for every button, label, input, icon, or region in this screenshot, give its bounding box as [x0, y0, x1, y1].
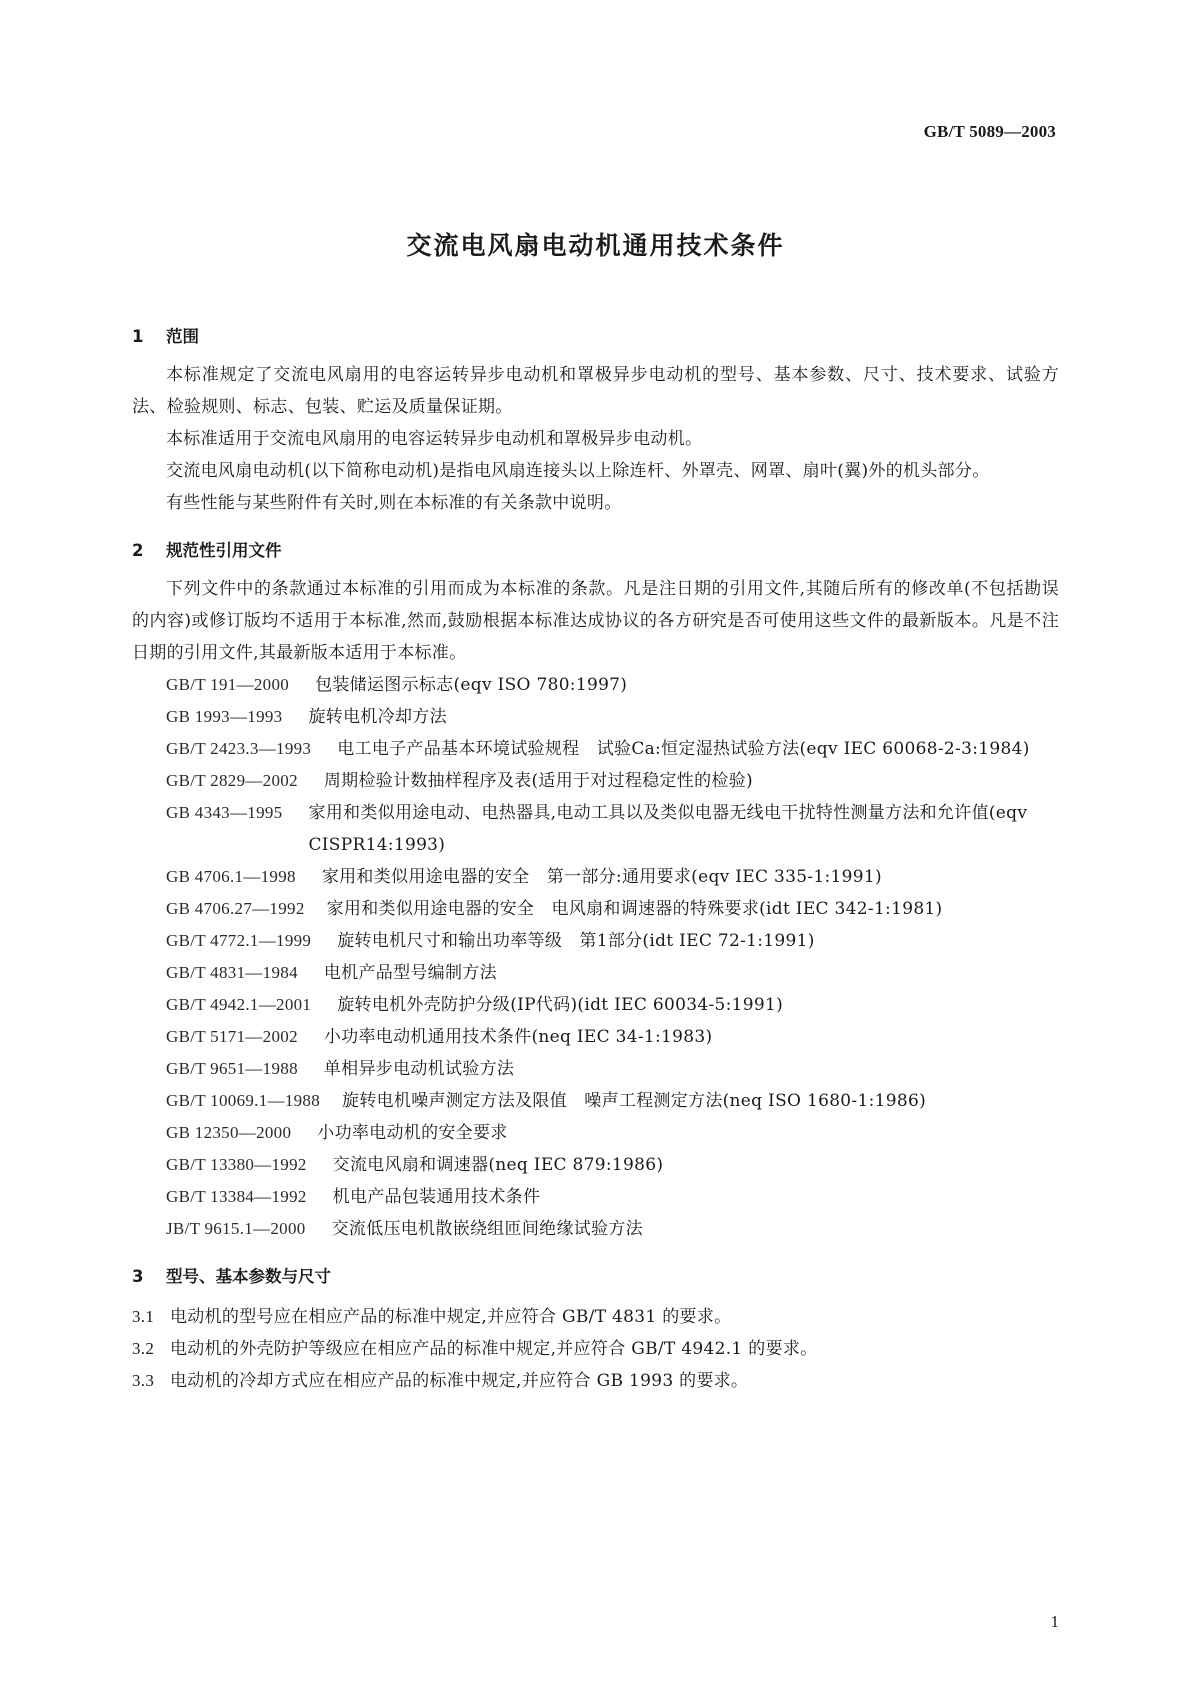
scope-paragraph: 交流电风扇电动机(以下简称电动机)是指电风扇连接头以上除连杆、外罩壳、网罩、扇叶(翼)外的机头部分。 — [166, 461, 990, 481]
section-1-heading — [132, 325, 1059, 349]
reference-code: GB/T 4942.1—2001 — [166, 995, 312, 1014]
reference-title: 包装储运图示标志(eqv ISO 780:1997) — [315, 675, 628, 695]
section-number: 1 — [132, 327, 144, 346]
reference-code: JB/T 9615.1—2000 — [166, 1219, 306, 1238]
reference-item — [132, 989, 1059, 1021]
clause-text: 电动机的冷却方式应在相应产品的标准中规定,并应符合 GB 1993 的要求。 — [170, 1371, 749, 1391]
reference-title: 单相异步电动机试验方法 — [323, 1059, 515, 1079]
scope-paragraph: 有些性能与某些附件有关时,则在本标准的有关条款中说明。 — [166, 493, 622, 513]
reference-code: GB/T 4772.1—1999 — [166, 931, 312, 950]
reference-title: 小功率电动机通用技术条件(neq IEC 34-1:1983) — [323, 1027, 713, 1047]
reference-code: GB 1993—1993 — [166, 707, 283, 726]
document-title: 交流电风扇电动机通用技术条件 — [406, 231, 785, 260]
scope-paragraph: 本标准规定了交流电风扇用的电容运转异步电动机和罩极异步电动机的型号、基本参数、尺寸、技术要求、试验方法、检验规则、标志、包装、贮运及质量保证期。 — [132, 365, 1059, 417]
reference-item — [132, 765, 1059, 797]
reference-item — [132, 1181, 1059, 1213]
reference-code: GB/T 13384—1992 — [166, 1187, 307, 1206]
document-body — [132, 325, 1059, 1397]
section-number: 2 — [132, 541, 144, 560]
reference-title: 电机产品型号编制方法 — [323, 963, 497, 983]
reference-code: GB/T 4831—1984 — [166, 963, 298, 982]
clause-text: 电动机的外壳防护等级应在相应产品的标准中规定,并应符合 GB/T 4942.1 的要求。 — [170, 1339, 818, 1359]
reference-code: GB 4706.1—1998 — [166, 867, 296, 886]
section-title: 范围 — [166, 327, 199, 346]
section-3-heading — [132, 1265, 1059, 1289]
reference-item — [132, 1021, 1059, 1053]
clause-number: 3.2 — [132, 1339, 155, 1358]
reference-item — [132, 861, 1059, 893]
reference-item — [132, 893, 1059, 925]
reference-item — [132, 925, 1059, 957]
reference-title: 交流电风扇和调速器(neq IEC 879:1986) — [332, 1155, 664, 1175]
clause-number: 3.3 — [132, 1371, 155, 1390]
reference-item — [132, 797, 1059, 861]
reference-code: GB/T 191—2000 — [166, 675, 290, 694]
reference-title: 家用和类似用途电器的安全 第一部分:通用要求(eqv IEC 335-1:1991) — [321, 867, 882, 887]
reference-title: 旋转电机尺寸和输出功率等级 第1部分(idt IEC 72-1:1991) — [337, 931, 815, 951]
reference-code: GB/T 13380—1992 — [166, 1155, 307, 1174]
reference-code: GB 12350—2000 — [166, 1123, 292, 1142]
clause-item — [132, 1365, 1059, 1397]
reference-item — [132, 733, 1059, 765]
reference-code: GB/T 2423.3—1993 — [166, 739, 312, 758]
reference-list — [132, 669, 1059, 1245]
reference-title: 电工电子产品基本环境试验规程 试验Ca:恒定湿热试验方法(eqv IEC 60068-2-3:1984) — [337, 739, 1030, 759]
reference-title: 交流低压电机散嵌绕组匝间绝缘试验方法 — [331, 1219, 643, 1239]
clause-item — [132, 1333, 1059, 1365]
reference-title: 旋转电机噪声测定方法及限值 噪声工程测定方法(neq ISO 1680-1:1986) — [342, 1091, 927, 1111]
reference-item — [132, 1085, 1059, 1117]
reference-title: 旋转电机冷却方法 — [308, 707, 447, 727]
reference-title: 旋转电机外壳防护分级(IP代码)(idt IEC 60034-5:1991) — [337, 995, 784, 1015]
reference-title: 家用和类似用途电动、电热器具,电动工具以及类似电器无线电干扰特性测量方法和允许值(eqv CISPR14:1993) — [308, 803, 1028, 855]
reference-item — [132, 957, 1059, 989]
reference-item — [132, 1117, 1059, 1149]
clause-list — [132, 1301, 1059, 1397]
reference-title: 机电产品包装通用技术条件 — [332, 1187, 541, 1207]
reference-item — [132, 1149, 1059, 1181]
reference-code: GB/T 5171—2002 — [166, 1027, 298, 1046]
page-number: 1 — [1050, 1612, 1059, 1631]
clause-number: 3.1 — [132, 1307, 155, 1326]
reference-code: GB 4706.27—1992 — [166, 899, 305, 918]
reference-code: GB/T 10069.1—1988 — [166, 1091, 321, 1110]
reference-title: 小功率电动机的安全要求 — [317, 1123, 508, 1143]
section-title: 型号、基本参数与尺寸 — [166, 1267, 331, 1286]
section-title: 规范性引用文件 — [166, 541, 282, 560]
reference-code: GB/T 2829—2002 — [166, 771, 298, 790]
section-number: 3 — [132, 1267, 144, 1286]
scope-paragraph: 本标准适用于交流电风扇用的电容运转异步电动机和罩极异步电动机。 — [166, 429, 703, 449]
reference-title: 家用和类似用途电器的安全 电风扇和调速器的特殊要求(idt IEC 342-1:1981) — [326, 899, 943, 919]
standard-number: GB/T 5089—2003 — [923, 122, 1056, 141]
clause-item — [132, 1301, 1059, 1333]
reference-item — [132, 1213, 1059, 1245]
reference-code: GB/T 9651—1988 — [166, 1059, 298, 1078]
references-intro: 下列文件中的条款通过本标准的引用而成为本标准的条款。凡是注日期的引用文件,其随后所有的修改单(不包括勘误的内容)或修订版均不适用于本标准,然而,鼓励根据本标准达成协议的各方研究是否可使用这些文件的最新版本。凡是不注日期的引用文件,其最新版本适用于本标准。 — [132, 579, 1059, 663]
clause-text: 电动机的型号应在相应产品的标准中规定,并应符合 GB/T 4831 的要求。 — [170, 1307, 732, 1327]
reference-item — [132, 701, 1059, 733]
reference-item — [132, 1053, 1059, 1085]
reference-title: 周期检验计数抽样程序及表(适用于对过程稳定性的检验) — [323, 771, 753, 791]
reference-item — [132, 669, 1059, 701]
section-2-heading — [132, 539, 1059, 563]
reference-code: GB 4343—1995 — [166, 803, 283, 822]
